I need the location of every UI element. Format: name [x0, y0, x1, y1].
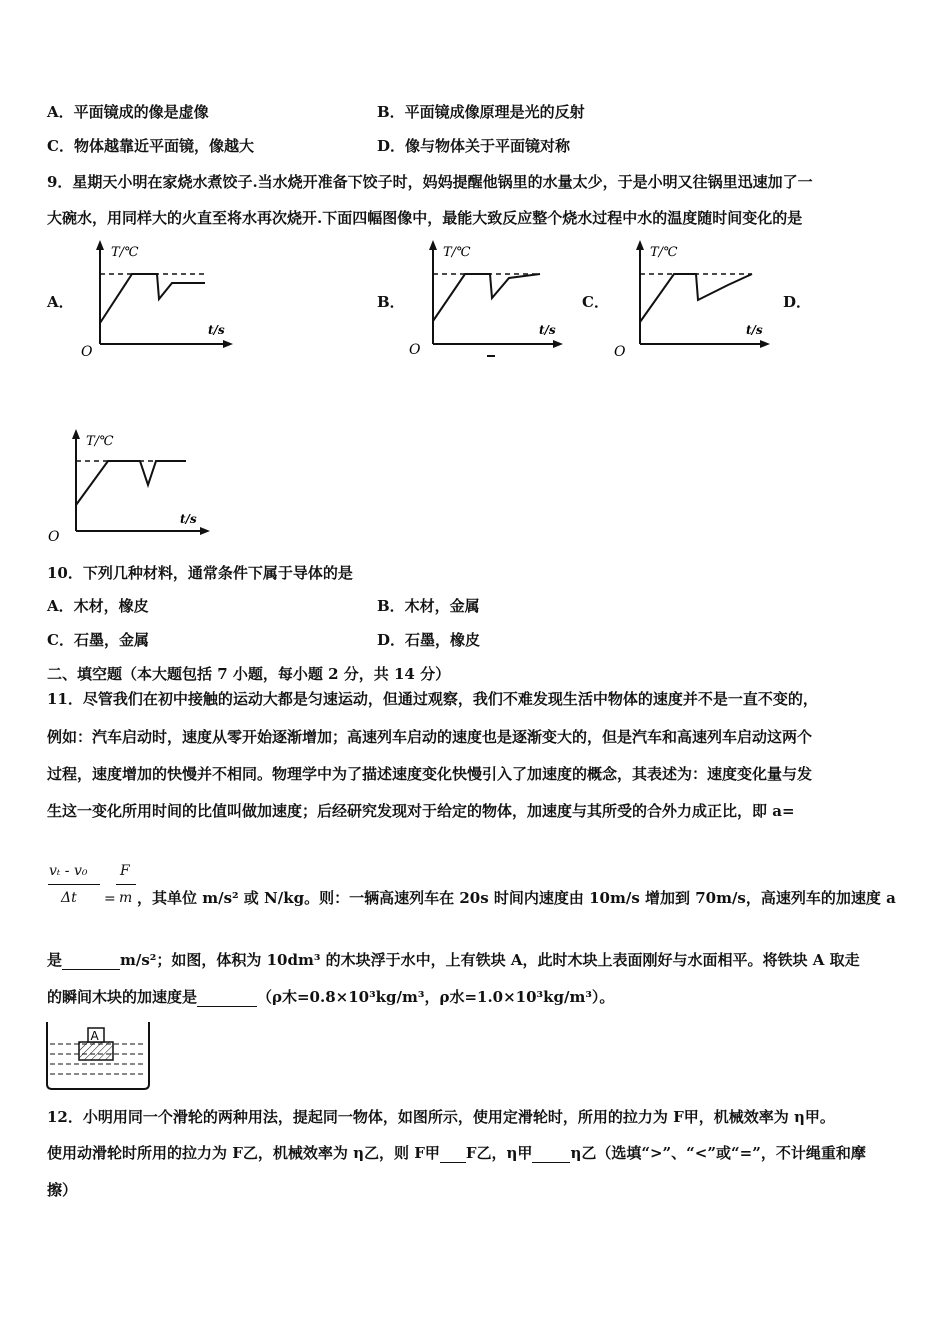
q11-line-7-start: 的瞬间木块的加速度是: [47, 988, 198, 1006]
q12-line-2: [47, 1143, 866, 1163]
q11-line-6: [47, 950, 860, 970]
graph-d-x-label: t/s: [180, 512, 197, 526]
q8-option-d: D．像与物体关于平面镜对称: [377, 137, 571, 155]
acceleration-formula: [46, 863, 146, 913]
graph-c: [612, 238, 777, 362]
graph-b-origin: O: [409, 342, 421, 358]
q10-option-b: B．木材，金属: [377, 597, 480, 615]
graph-b-x-label: t/s: [539, 323, 556, 337]
formula-denominator-1: Δt: [61, 890, 77, 906]
q11-line-3: 过程，速度增加的快慢并不相同。物理学中为了描述速度变化快慢引入了加速度的概念，其表述为：速度变化量与发: [47, 765, 813, 783]
q12-line-1: 12．小明用同一个滑轮的两种用法，提起同一物体，如图所示，使用定滑轮时，所用的拉力为 F甲，机械效率为 η甲。: [47, 1108, 835, 1126]
graph-a-origin: O: [81, 344, 93, 360]
q11-answer-blank-1[interactable]: [62, 953, 120, 970]
formula-denominator-2: m: [119, 890, 133, 906]
q12-answer-blank-1[interactable]: [440, 1146, 466, 1163]
graph-c-x-label: t/s: [746, 323, 763, 337]
graph-d-origin: O: [48, 529, 60, 545]
q9-label-a: A．: [47, 293, 74, 311]
formula-numerator-2: F: [120, 863, 130, 879]
q8-option-c: C．物体越靠近平面镜，像越大: [47, 137, 254, 155]
q10-option-c: C．石墨，金属: [47, 631, 149, 649]
q9-label-c: C．: [582, 293, 609, 311]
graph-a-y-label: T/℃: [111, 245, 139, 260]
q10-option-d: D．石墨，橡皮: [377, 631, 481, 649]
q10-option-a: A．木材，橡皮: [47, 597, 149, 615]
q12-line-3: 擦）: [47, 1181, 78, 1199]
q12-line-2-part-a: 使用动滑轮时所用的拉力为 F乙，机械效率为 η乙，则 F甲: [47, 1144, 440, 1162]
iron-block-label: A: [90, 1029, 99, 1043]
q8-option-a: A．平面镜成的像是虚像: [47, 103, 209, 121]
q11-line-4: 生这一变化所用时间的比值叫做加速度；后经研究发现对于给定的物体，加速度与其所受的合外力成正比，即 a=: [47, 802, 795, 820]
q12-line-2-part-b: F乙，η甲: [465, 1144, 533, 1162]
graph-d-y-label: T/℃: [86, 434, 114, 449]
water-block-figure: [44, 1022, 154, 1092]
q11-line-1: 11．尽管我们在初中接触的运动大都是匀速运动，但通过观察，我们不难发现生活中物体的速度并不是一直不变的，: [47, 690, 818, 708]
q11-line-7-end: （ρ木=0.8×10³kg/m³，ρ水=1.0×10³kg/m³）。: [257, 988, 615, 1006]
q11-answer-blank-2[interactable]: [197, 990, 257, 1007]
graph-c-origin: O: [614, 344, 626, 360]
graph-c-y-label: T/℃: [650, 245, 678, 260]
graph-a-x-label: t/s: [208, 323, 225, 337]
q11-line-7: [47, 987, 614, 1007]
q12-answer-blank-2[interactable]: [532, 1146, 570, 1163]
section-2-heading: 二、填空题（本大题包括 7 小题，每小题 2 分，共 14 分）: [47, 665, 451, 683]
q9-line-2: 大碗水，用同样大的火直至将水再次烧开.下面四幅图像中，最能大致反应整个烧水过程中水的温度随时间变化的是: [47, 209, 803, 227]
graph-a: [75, 238, 240, 360]
q11-formula-tail: ，其单位 m/s² 或 N/kg。则：一辆高速列车在 20s 时间内速度由 10m/s 增加到 70m/s，高速列车的加速度 a: [137, 889, 896, 907]
q11-line-2: 例如：汽车启动时，速度从零开始逐渐增加；高速列车启动的速度也是逐渐变大的，但是汽车和高速列车启动这两个: [47, 728, 813, 746]
q8-option-b: B．平面镜成像原理是光的反射: [377, 103, 585, 121]
formula-numerator-1: vₜ - v₀: [49, 863, 88, 879]
graph-b-y-label: T/℃: [443, 245, 471, 260]
q9-label-b: B．: [377, 293, 405, 311]
q11-line-6-end: m/s²；如图，体积为 10dm³ 的木块浮于水中，上有铁块 A，此时木块上表面刚好与水面相平。将铁块 A 取走: [120, 951, 860, 969]
q9-line-1: 9．星期天小明在家烧水煮饺子.当水烧开准备下饺子时，妈妈提醒他锅里的水量太少，于是小明又往锅里迅速加了一: [47, 173, 813, 191]
q10-stem: 10．下列几种材料，通常条件下属于导体的是: [47, 564, 353, 582]
graph-b: [405, 238, 570, 362]
q9-label-d: D．: [783, 293, 812, 311]
formula-equals: =: [104, 891, 116, 907]
graph-d: [46, 425, 216, 547]
q12-line-2-part-c: η乙（选填“>”、“<”或“=”，不计绳重和摩: [570, 1144, 866, 1162]
q11-line-6-start: 是: [47, 951, 63, 969]
